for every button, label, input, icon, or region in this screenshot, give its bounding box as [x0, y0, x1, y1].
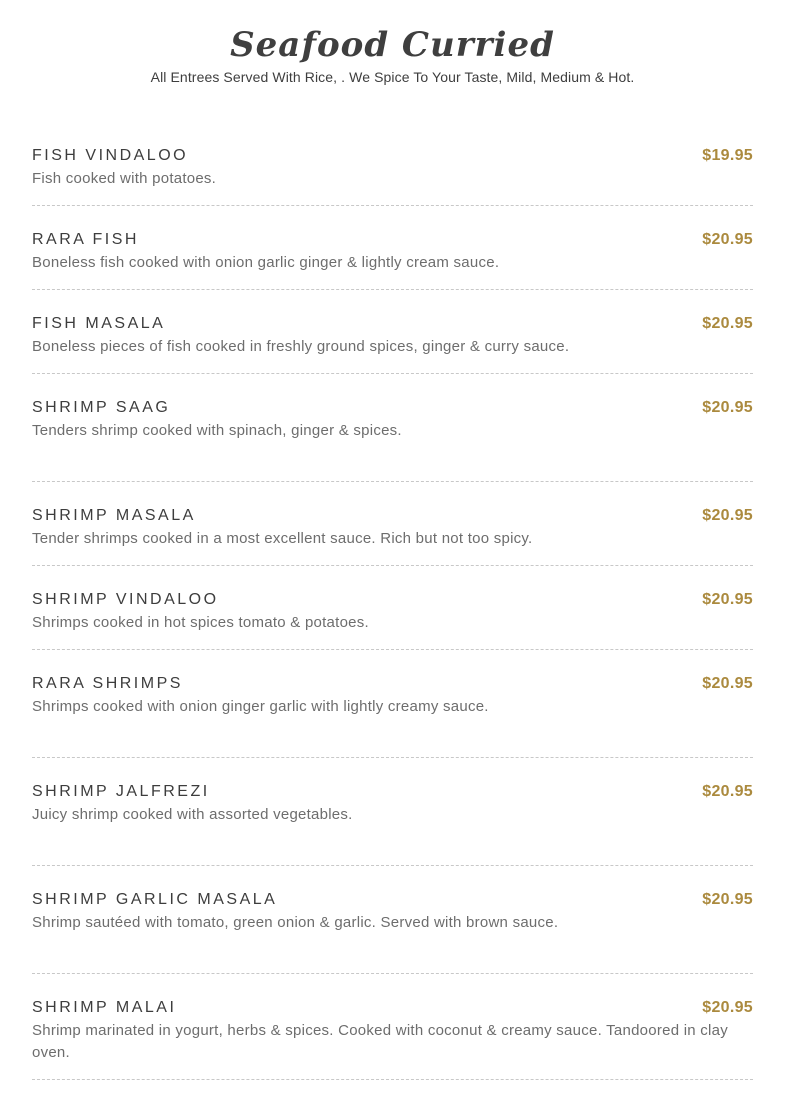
menu-item: [32, 374, 753, 482]
menu-item-row: [32, 146, 753, 166]
item-name: RARA SHRIMPS: [32, 675, 183, 693]
item-name: FISH MASALA: [32, 315, 166, 333]
menu-item: [32, 566, 753, 650]
item-price: $20.95: [702, 999, 753, 1017]
menu-item-row: [32, 506, 753, 526]
item-price: $20.95: [702, 507, 753, 525]
item-description: Fish cooked with potatoes.: [32, 170, 217, 188]
item-price: $20.95: [702, 591, 753, 609]
menu-item-row: [32, 314, 753, 334]
menu-item: [32, 974, 753, 1080]
item-price: $19.95: [702, 147, 753, 165]
menu-item-row: [32, 782, 753, 802]
menu-header: [32, 26, 753, 86]
menu-item: [32, 206, 753, 290]
item-description: Shrimps cooked with onion ginger garlic with lightly creamy sauce.: [32, 698, 489, 716]
item-name: SHRIMP JALFREZI: [32, 783, 210, 801]
menu-item: [32, 290, 753, 374]
item-name: RARA FISH: [32, 231, 139, 249]
item-description: Shrimp marinated in yogurt, herbs & spices. Cooked with coconut & creamy sauce. Tandoored in clay oven.: [32, 1022, 728, 1062]
menu-item: [32, 122, 753, 206]
item-price: $20.95: [702, 675, 753, 693]
menu-item: [32, 482, 753, 566]
item-price: $20.95: [702, 231, 753, 249]
item-name: SHRIMP MASALA: [32, 507, 196, 525]
menu-list: [32, 122, 753, 1080]
item-name: SHRIMP SAAG: [32, 399, 171, 417]
item-name: SHRIMP VINDALOO: [32, 591, 219, 609]
item-price: $20.95: [702, 399, 753, 417]
menu-item: [32, 650, 753, 758]
item-description: Boneless pieces of fish cooked in freshly ground spices, ginger & curry sauce.: [32, 338, 570, 356]
menu-item-row: [32, 590, 753, 610]
section-subtitle: All Entrees Served With Rice, . We Spice To Your Taste, Mild, Medium & Hot.: [150, 69, 635, 86]
menu-item: [32, 758, 753, 866]
item-description: Shrimps cooked in hot spices tomato & potatoes.: [32, 614, 369, 632]
item-description: Shrimp sautéed with tomato, green onion & garlic. Served with brown sauce.: [32, 914, 559, 932]
item-name: FISH VINDALOO: [32, 147, 189, 165]
item-description: Juicy shrimp cooked with assorted vegetables.: [32, 806, 353, 824]
menu-item-row: [32, 890, 753, 910]
item-price: $20.95: [702, 783, 753, 801]
section-title: Seafood Curried: [230, 25, 555, 65]
item-description: Tenders shrimp cooked with spinach, ginger & spices.: [32, 422, 402, 440]
item-name: SHRIMP GARLIC MASALA: [32, 891, 278, 909]
item-price: $20.95: [702, 891, 753, 909]
item-description: Tender shrimps cooked in a most excellent sauce. Rich but not too spicy.: [32, 530, 533, 548]
menu-item-row: [32, 230, 753, 250]
item-description: Boneless fish cooked with onion garlic ginger & lightly cream sauce.: [32, 254, 500, 272]
menu-item-row: [32, 398, 753, 418]
menu-item-row: [32, 674, 753, 694]
item-price: $20.95: [702, 315, 753, 333]
item-name: SHRIMP MALAI: [32, 999, 177, 1017]
menu-item-row: [32, 998, 753, 1018]
menu-item: [32, 866, 753, 974]
